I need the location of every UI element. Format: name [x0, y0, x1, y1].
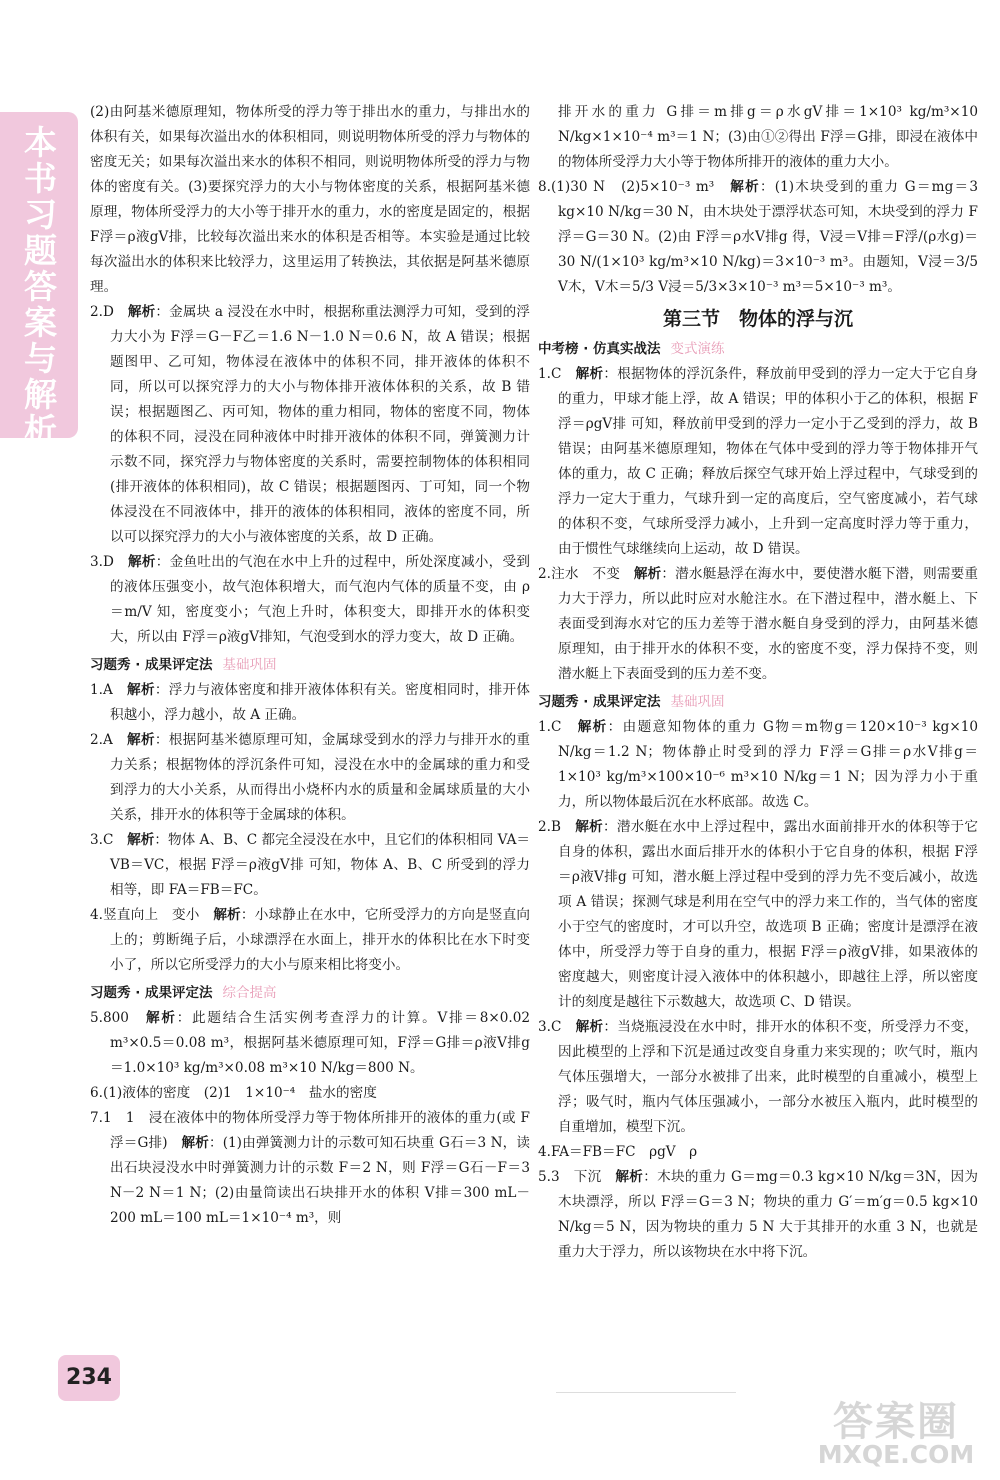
section-header — [90, 981, 530, 1005]
divider — [556, 1392, 736, 1393]
section-header — [90, 653, 530, 677]
answer-text: ：潜水艇在水中上浮过程中，露出水面前排开水的体积等于它自身的体积，露出水面后排开水的体积小于它自身的体积，根据 F浮＝ρ液V排g 可知，潜水艇上浮过程中受到的浮力先不变后减小，故选项 A 错误；探测气球是利用在空气中的浮力来工作的，当气体的密度小于空气的密度时，才可以升空，故选项 B 正确；密度计是漂浮在液体中，所受浮力等于自身的重力，根据 F浮＝ρ液gV排，如果液体的密度越大，则密度计浸入液体中的体积越小，即越往上浮，所以密度计的刻度是越往下示数越大，故选项 C、D 错误。 — [558, 819, 979, 1010]
analysis-keyword: 解析 — [615, 1169, 644, 1185]
analysis-keyword: 解析 — [127, 682, 155, 698]
answer-label: 7.1 1 浸在液体中的物体所受浮力等于物体所排开的液体的重力(或 F浮＝G排) — [90, 1110, 530, 1151]
answer-text: ：当烧瓶浸没在水中时，排开水的体积不变，所受浮力不变，因此模型的上浮和下沉是通过改变自身重力来实现的；吹气时，瓶内气体压强增大，一部分水被排了出来，此时模型的自重减小，模型上浮；吸气时，瓶内气体压强减小，一部分水被压入瓶内，此时模型的自重增加，模型下沉。 — [558, 1019, 979, 1135]
analysis-keyword: 解析 — [128, 554, 156, 570]
section-title: 第三节 物体的浮与沉 — [662, 308, 853, 330]
answer-item — [90, 1106, 530, 1231]
analysis-keyword: 解析 — [181, 1135, 209, 1151]
answer-label: 1.C — [538, 366, 562, 382]
analysis-keyword: 解析 — [127, 832, 155, 848]
answer-label: 3.C — [90, 832, 114, 848]
answer-item — [538, 1165, 978, 1265]
left-column — [90, 100, 530, 1231]
analysis-keyword: 解析 — [575, 819, 603, 835]
answer-label: 2.D — [90, 304, 114, 320]
answer-text: ：根据物体的浮沉条件，释放前甲受到的浮力一定大于它自身的重力，甲球才能上浮，故 A 错误；甲的体积小于乙的体积，根据 F浮＝ρgV排 可知，释放前甲受到的浮力一定小于乙受到的浮力，故 B 错误；由阿基米德原理知，物体在气体中受到的浮力等于物体排开气体的重力，故 C 正确；释放后探空气球开始上浮过程中，气球受到的浮力一定大于重力，气球升到一定的高度后，空气密度减小，若气球的体积不变，气球所受浮力减小，上升到一定高度时浮力等于重力，由于惯性气球继续向上运动，故 D 错误。 — [558, 366, 979, 557]
analysis-keyword: 解析 — [577, 719, 608, 735]
answer-label: 3.C — [538, 1019, 562, 1035]
watermark-url: MXQE.COM — [817, 1440, 975, 1469]
section-header-text: 习题秀 · 成果评定法 — [90, 657, 213, 673]
section-header-tag: 基础巩固 — [222, 657, 277, 673]
section-header-text: 习题秀 · 成果评定法 — [90, 985, 213, 1001]
answer-text: ：(1)由弹簧测力计的示数可知石块重 G石＝3 N，读出石块浸没水中时弹簧测力计的示数 F＝2 N，则 F浮＝G石－F＝3 N－2 N＝1 N；(2)由量筒读出石块排开水的体积 V排＝300 mL－200 mL＝100 mL＝1×10⁻⁴ m³，则 — [110, 1135, 530, 1226]
answer-text: ：金鱼吐出的气泡在水中上升的过程中，所处深度减小，受到的液体压强变小，故气泡体积增大，而气泡内气体的质量不变，由 ρ＝m/V 知，密度变小；气泡上升时，体积变大，即排开水的体积变大，所以由 F浮＝ρ液gV排知，气泡受到水的浮力变大，故 D 正确。 — [110, 554, 531, 645]
answer-text: ：(1)木块受到的重力 G＝mg＝3 kg×10 N/kg＝30 N，由木块处于漂浮状态可知，木块受到的浮力 F浮＝G＝30 N。(2)由 F浮＝ρ水V排g 得，V浸＝V排＝F浮/(ρ水g)＝30 N/(1×10³ kg/m³×10 N/kg)＝3×10⁻³ m³。由题知，V浸＝3/5 V木，V木＝5/3 V浸＝5/3×3×10⁻³ m³＝5×10⁻³ m³。 — [558, 179, 979, 295]
right-column — [538, 100, 978, 1265]
analysis-keyword: 解析 — [146, 1010, 177, 1026]
answer-item — [538, 562, 978, 687]
answer-item — [90, 728, 530, 828]
paragraph: 排开水的重力 G排＝m排g＝ρ水gV排＝1×10³ kg/m³×10 N/kg×1×10⁻⁴ m³＝1 N；(3)由①②得出 F浮＝G排，即浸在液体中的物体所受浮力大小等于物体所排开的液体的重力大小。 — [558, 104, 978, 170]
answer-text: ：金属块 a 浸没在水中时，根据称重法测浮力可知，受到的浮力大小为 F浮＝G－F乙＝1.6 N－1.0 N＝0.6 N，故 A 错误；根据题图甲、乙可知，物体浸在液体中的体积不同，排开液体的体积不同，所以可以探究浮力的大小与物体排开液体体积的关系，故 B 错误；根据题图乙、丙可知，物体的重力相同，物体的密度不同，物体的体积不同，浸没在同种液体中时排开液体的体积不同，弹簧测力计示数不同，探究浮力与物体密度的关系时，需要控制物体的体积相同(排开液体的体积相同)，故 C 错误；根据题图丙、丁可知，同一个物体浸没在不同液体中，排开的液体的体积相同，液体的密度不同，所以可以探究浮力的大小与液体密度的关系，故 D 正确。 — [110, 304, 531, 545]
answer-label: 2.B — [538, 819, 561, 835]
answer-text: ：浮力与液体密度和排开液体体积有关。密度相同时，排开体积越小，浮力越小，故 A 正确。 — [110, 682, 531, 723]
answer-item — [90, 828, 530, 903]
answer-text: ：物体 A、B、C 都完全浸没在水中，且它们的体积相同 VA＝VB＝VC，根据 F浮＝ρ液gV排 可知，物体 A、B、C 所受到的浮力相等，即 FA＝FB＝FC。 — [110, 832, 531, 898]
answer-text: ：木块的重力 G＝mg＝0.3 kg×10 N/kg＝3N，因为木块漂浮，所以 F浮＝G＝3 N；物块的重力 G′＝m′g＝0.5 kg×10 N/kg＝5 N，因为物块的重力 5 N 大于其排开的水重 3 N，也就是重力大于浮力，所以该物块在水中将下沉。 — [558, 1169, 979, 1260]
section-header-tag: 综合提高 — [222, 985, 277, 1001]
answer-item — [90, 1081, 530, 1106]
answer-item — [90, 300, 530, 550]
section-header-tag: 变式演练 — [670, 341, 725, 357]
analysis-keyword: 解析 — [213, 907, 241, 923]
section-header-text: 习题秀 · 成果评定法 — [538, 694, 661, 710]
analysis-keyword: 解析 — [575, 1019, 604, 1035]
answer-label: 5.3 下沉 — [538, 1169, 602, 1185]
answer-text: ：此题结合生活实例考查浮力的计算。V排＝8×0.02 m³×0.5＝0.08 m³，根据阿基米德原理可知，F浮＝G排＝ρ液V排g＝1.0×10³ kg/m³×0.08 m³×10 N/kg＝800 N。 — [110, 1010, 531, 1076]
analysis-keyword: 解析 — [730, 179, 760, 195]
answer-label: 6.(1)液体的密度 (2)1 1×10⁻⁴ 盐水的密度 — [90, 1085, 377, 1101]
answer-text: ：小球静止在水中，它所受浮力的方向是竖直向上的；剪断绳子后，小球漂浮在水面上，排开水的体积比在水下时变小了，所以它所受浮力的大小与原来相比将变小。 — [110, 907, 531, 973]
side-label: 本书习题答案与解析 — [19, 125, 58, 449]
answer-text: ：潜水艇悬浮在海水中，要使潜水艇下潜，则需要重力大于浮力，所以此时应对水舱注水。在下潜过程中，潜水艇上、下表面受到海水对它的压力差等于潜水艇自身受到的浮力，由阿基米德原理知，由于排开水的体积不变，水的密度不变，浮力保持不变，则潜水艇上下表面受到的压力差不变。 — [558, 566, 979, 682]
answer-text: ：根据阿基米德原理可知，金属球受到水的浮力与排开水的重力关系；根据物体的浮沉条件可知，浸没在水中的金属球的重力和受到浮力的大小关系，从而得出小烧杯内水的质量和金属球质量的大小关系，排开水的体积等于金属球的体积。 — [110, 732, 531, 823]
answer-item — [90, 550, 530, 650]
answer-label: 4.竖直向上 变小 — [90, 907, 200, 923]
section-header — [538, 690, 978, 714]
answer-label: 2.A — [90, 732, 113, 748]
answer-item — [538, 815, 978, 1015]
answer-label: 8.(1)30 N (2)5×10⁻³ m³ — [538, 179, 715, 195]
answer-label: 4.FA＝FB＝FC ρgV ρ — [538, 1144, 698, 1160]
answer-text: ：由题意知物体的重力 G物＝m物g＝120×10⁻³ kg×10 N/kg＝1.2 N；物体静止时受到的浮力 F浮＝G排＝ρ水V排g＝1×10³ kg/m³×100×10⁻⁶ m³×10 N/kg＝1 N；因为浮力小于重力，所以物体最后沉在水杯底部。故选 C。 — [558, 719, 979, 810]
answer-label: 2.注水 不变 — [538, 566, 621, 582]
answer-item — [538, 715, 978, 815]
analysis-keyword: 解析 — [633, 566, 662, 582]
answer-label: 1.A — [90, 682, 113, 698]
answer-label: 5.800 — [90, 1010, 129, 1026]
section-header-tag: 基础巩固 — [670, 694, 725, 710]
answer-item — [90, 678, 530, 728]
answer-item — [538, 1140, 978, 1165]
analysis-keyword: 解析 — [127, 304, 156, 320]
analysis-keyword: 解析 — [127, 732, 155, 748]
answer-label: 1.C — [538, 719, 562, 735]
answer-item — [538, 362, 978, 562]
paragraph: (2)由阿基米德原理知，物体所受的浮力等于排出水的重力，与排出水的体积有关，如果每次溢出水的体积相同，则说明物体所受的浮力与物体的密度无关；如果每次溢出来水的体积不相同，则说明物体所受的浮力与物体的密度有关。(3)要探究浮力的大小与物体密度的关系，根据阿基米德原理，物体所受浮力的大小等于排开水的重力，水的密度是固定的，根据 F浮＝ρ液gV排，比较每次溢出来水的体积是否相等。本实验是通过比较每次溢出水的体积来比较浮力，这里运用了转换法，其依据是阿基米德原理。 — [90, 104, 530, 295]
answer-item — [538, 1015, 978, 1140]
section-header — [538, 337, 978, 361]
answer-item — [90, 1006, 530, 1081]
answer-label: 3.D — [90, 554, 114, 570]
section-header-text: 中考榜 · 仿真实战法 — [538, 341, 661, 357]
analysis-keyword: 解析 — [575, 366, 604, 382]
answer-item — [538, 175, 978, 300]
page-number: 234 — [58, 1355, 120, 1401]
answer-item — [90, 903, 530, 978]
watermark-logo: 答案圈 — [833, 1399, 959, 1445]
